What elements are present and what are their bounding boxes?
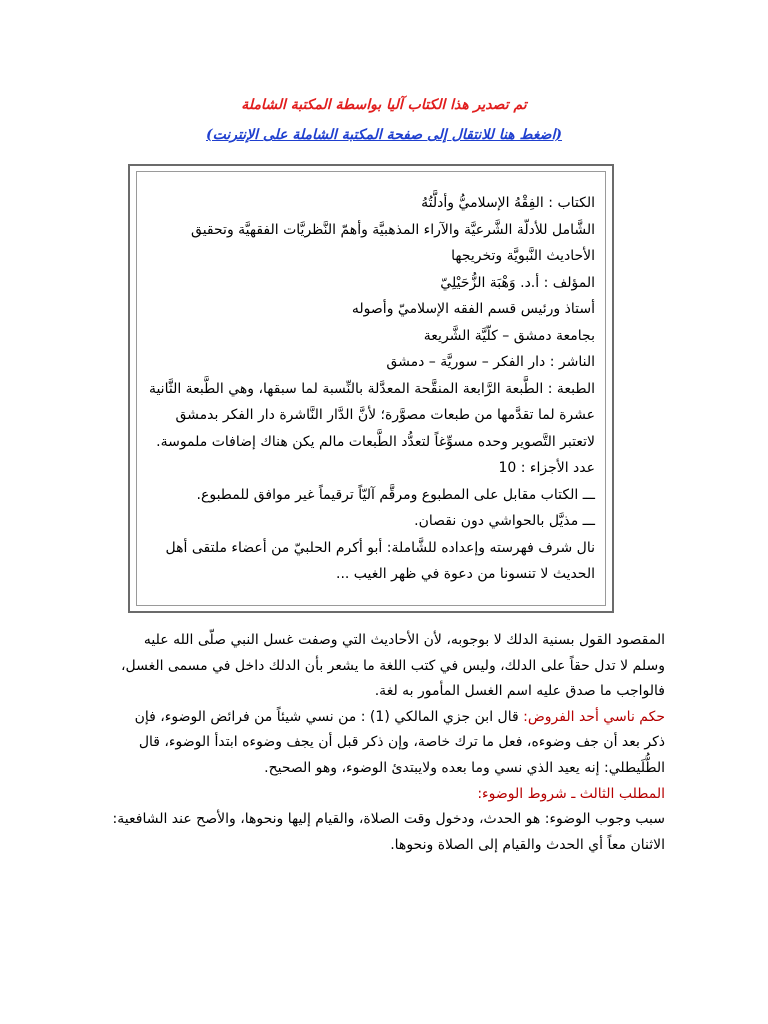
pagination-note-line: ـــ الكتاب مقابل على المطبوع ومرقَّم آليّاً ترقيماً غير موافق للمطبوع.	[196, 486, 595, 503]
edition-line: الطبعة : الطَّبعة الرَّابعة المنقَّحة المعدَّلة بالنِّسبة لما سبقها، وهي الطَّبعة الثَّانية عشرة لما تقدَّمها من طبعات مصوَّرة؛ لأنَّ الدَّار النَّاشرة دار الفكر بدمشق لاتعتبر التَّصوير وحده مسوِّغاً لتعدُّد الطَّبعات مالم يكن هناك إضافات ملموسة.	[148, 380, 595, 450]
parts-count-line: عدد الأجزاء : 10	[498, 460, 595, 476]
book-title-line: الكتاب : الفِقْهُ الإسلاميُّ وأدلَّتُهُ	[421, 195, 595, 211]
paragraph-wudu-cause: سبب وجوب الوضوء: هو الحدث، ودخول وقت الصلاة، والقيام إليها ونحوها، والأصح عند الشافعية: الاثنان معاً أي الحدث والقيام إلى الصلاة ونحوها.	[112, 811, 665, 853]
author-university-line: بجامعة دمشق – كلّيَّة الشَّريعة	[423, 327, 595, 344]
indexer-credit-line: نال شرف فهرسته وإعداده للشَّاملة: أبو أكرم الحلبيّ من أعضاء ملتقى أهل الحديث لا تنسونا من دعوة في ظهر الغيب ...	[165, 539, 595, 582]
publisher-line: الناشر : دار الفكر – سوريَّة – دمشق	[386, 354, 595, 370]
author-position-line: أستاذ ورئيس قسم الفقه الإسلاميّ وأصوله	[351, 301, 595, 317]
author-line: المؤلف : أ.د. وَهْبَة الزُّحَيْلِيّ	[440, 274, 595, 291]
section-heading: المطلب الثالث ـ شروط الوضوء:	[477, 785, 665, 802]
paragraph-forgetting-ruling	[110, 705, 665, 782]
book-info-content	[136, 171, 606, 606]
book-subtitle-line: الشَّامل للأدلّة الشَّرعيَّة والآراء المذهبيَّة وأهمّ النَّظريَّات الفقهيَّة وتحقيق الأحاديث النَّبويَّة وتخريجها	[191, 221, 595, 264]
ruling-label: حكم ناسي أحد الفروض:	[523, 708, 665, 725]
export-header	[0, 92, 768, 148]
export-title: تم تصدير هذا الكتاب آليا بواسطة المكتبة الشاملة	[241, 97, 527, 113]
footnotes-note-line: ـــ مذيَّل بالحواشي دون نقصان.	[414, 513, 595, 529]
book-info-box	[128, 164, 614, 613]
paragraph-dalk: المقصود القول بسنية الدلك لا بوجوبه، لأن الأحاديث التي وصفت غسل النبي صلّى الله عليه وسلم لا تدل حقاً على الدلك، وليس في كتب اللغة ما يشعر بأن الدلك داخل في مسمى الغسل، فالواجب ما صدق عليه اسم الغسل المأمور به لغة.	[120, 632, 665, 700]
book-body-text	[110, 628, 665, 858]
ruling-text: قال ابن جزي المالكي (1) : من نسي شيئاً من فرائض الوضوء، فإن ذكر بعد أن جف وضوءه، فعل ما ترك خاصة، وإن ذكر قبل أن يجف وضوءه ابتدأ الوضوء، قال الطُّلَيطلي: إنه يعيد الذي نسي وما بعده ولايبتدئ الوضوء، وهو الصحيح.	[134, 708, 665, 776]
shamela-website-link[interactable]: (اضغط هنا للانتقال إلى صفحة المكتبة الشاملة على الإنترنت)	[205, 127, 563, 143]
